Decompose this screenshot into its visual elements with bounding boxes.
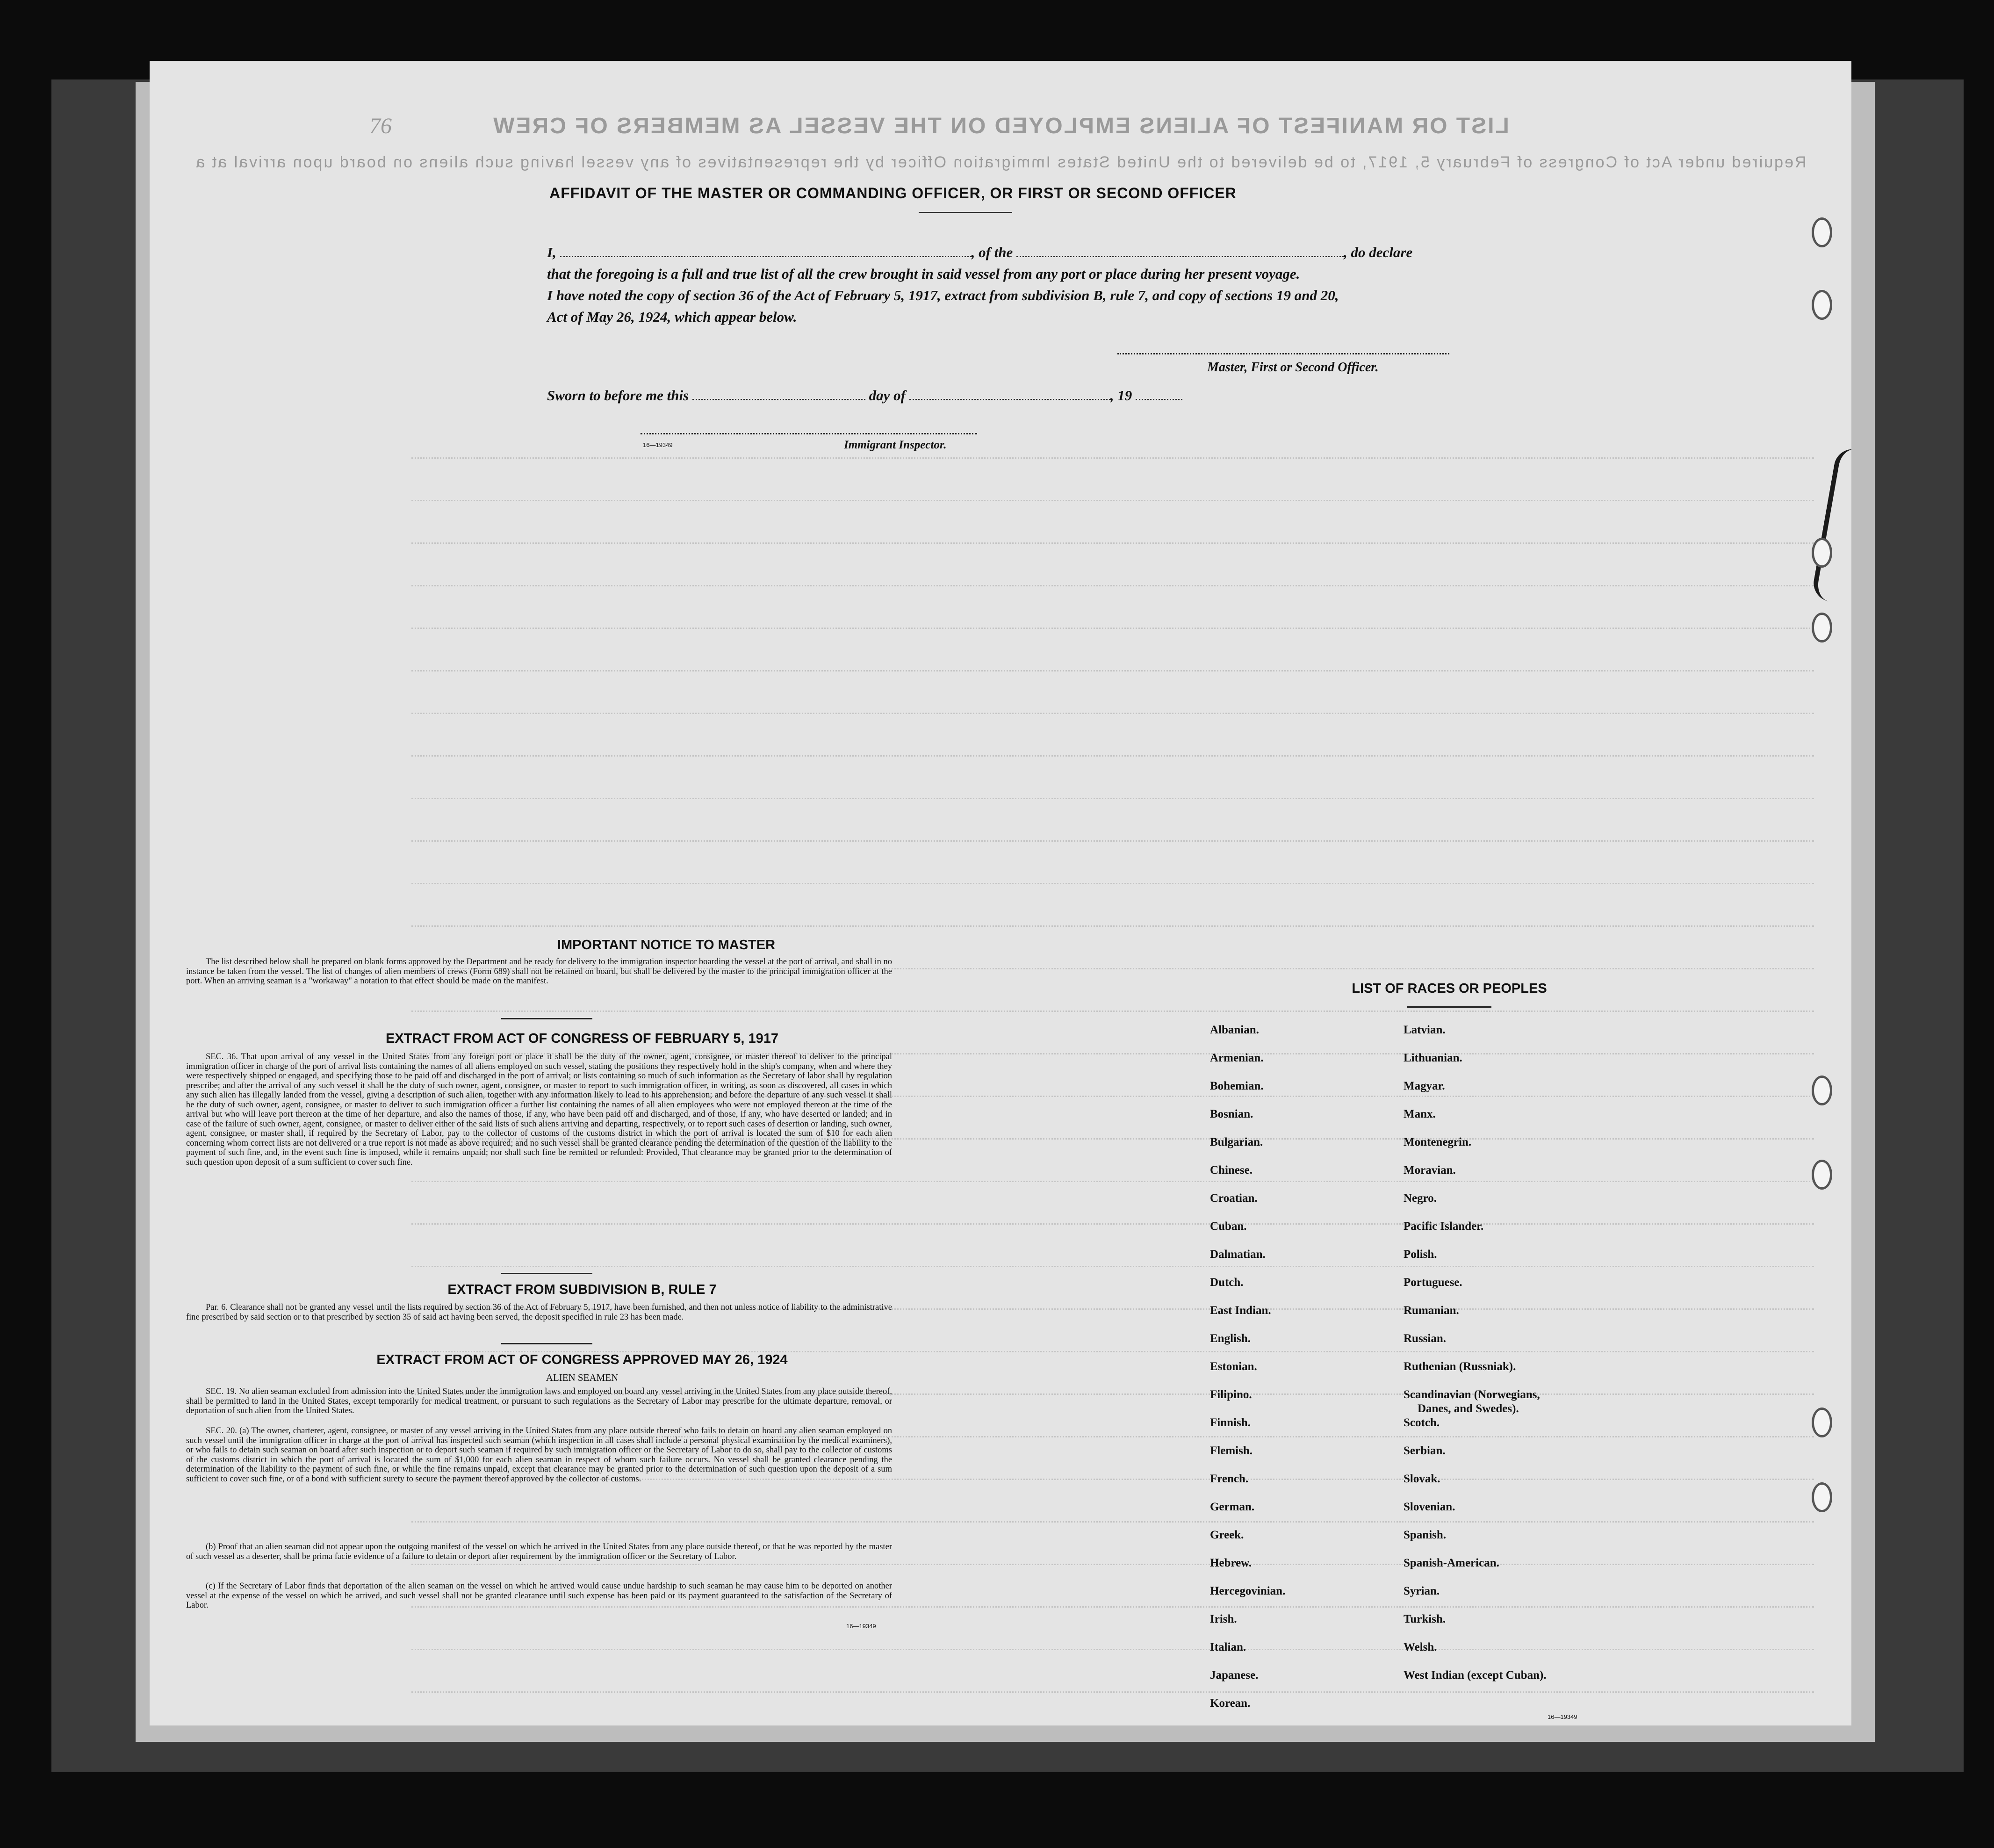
pencil-mark xyxy=(1811,446,1851,615)
notice-text: The list described below shall be prepared on blank forms approved by the Department and be ready for delivery to the immigration inspector boarding the vessel at the port of arrival, and shall in no instance be taken from the vessel. The list of changes of alien members of crews (Form 689) shall not be retained on board, but shall be delivered by the master to the principal immigration officer at the port. When an arriving seaman is a "workaway" a notation to that effect should be made on the manifest. xyxy=(186,957,892,986)
race-item: Negro. xyxy=(1404,1192,1437,1205)
race-item: Bosnian. xyxy=(1210,1108,1253,1120)
race-item: Japanese. xyxy=(1210,1669,1259,1682)
extract-1924-title: EXTRACT FROM ACT OF CONGRESS APPROVED MAY 26, 1924 xyxy=(376,1352,788,1367)
race-item: Cuban. xyxy=(1210,1220,1247,1233)
race-item: German. xyxy=(1210,1501,1255,1513)
sworn-day-of: day of xyxy=(869,387,906,404)
punch-hole-icon xyxy=(1812,1076,1832,1105)
race-item: Portuguese. xyxy=(1404,1276,1462,1289)
affidavit-of-the: , of the xyxy=(971,244,1013,260)
race-item: Danes, and Swedes). xyxy=(1418,1402,1519,1415)
race-item: Rumanian. xyxy=(1404,1304,1459,1317)
race-item: Serbian. xyxy=(1404,1444,1446,1457)
race-item: Slovak. xyxy=(1404,1473,1440,1485)
race-item: Russian. xyxy=(1404,1332,1447,1345)
section-rule xyxy=(501,1273,592,1274)
extract-1924-subtitle: ALIEN SEAMEN xyxy=(546,1372,619,1383)
extract-1924-sec19: SEC. 19. No alien seaman excluded from admission into the United States under the immigration laws and employed on board any vessel arriving in the United States from any place outside thereof, shall be permitted to land in the United States, except temporarily for medical treatment, or pursuant to such regulations as the Secretary of Labor may prescribe for the ultimate departure, removal, or deportation of such alien from the United States. xyxy=(186,1387,892,1415)
race-item: Spanish-American. xyxy=(1404,1557,1499,1569)
sworn-year-blank[interactable] xyxy=(1136,395,1182,400)
race-item: Bulgarian. xyxy=(1210,1136,1263,1148)
sworn-day-blank[interactable] xyxy=(692,395,865,400)
sworn-prefix: Sworn to before me this xyxy=(547,387,689,404)
punch-hole-icon xyxy=(1812,1482,1832,1512)
extract-1924-sec20b: (b) Proof that an alien seaman did not appear upon the outgoing manifest of the vessel on which he arrived in the United States from any place outside thereof, or that he was reported by the master of such vessel as a deserter, shall be prima facie evidence of a failure to detain or deport after requirement by the immigration officer or the Secretary of Labor. xyxy=(186,1542,892,1561)
master-signature-line[interactable] xyxy=(1117,353,1449,354)
bleed-through-title: LIST OR MANIFEST OF ALIENS EMPLOYED ON THE VESSEL AS MEMBERS OF CREW xyxy=(492,114,1509,138)
race-item: Pacific Islander. xyxy=(1404,1220,1484,1233)
extract-1924-sec20a: SEC. 20. (a) The owner, charterer, agent, consignee, or master of any vessel arriving in the United States from any place outside thereof who fails to detain on board any alien seaman employed on such vessel until the immigration officer in charge at the port of arrival has inspected such seaman (which inspection in all cases shall include a personal physical examination by the medical examiners), or who fails to detain such seaman on board after such inspection or to deport such seaman if required by such immigration officer or the Secretary of Labor to do so, shall pay to the collector of customs of the customs district in which the port of arrival is located the sum of $1,000 for each alien seaman in respect of whom such failure occurs. No vessel shall be granted clearance pending the determination of the liability to the payment of such fine, or while the fine remains unpaid, except that clearance may be granted prior to the determination of such question upon the deposit of a sum sufficient to cover such fine, or of a bond with sufficient surety to secure the payment thereof approved by the collector of customs. xyxy=(186,1426,892,1484)
bleed-through-page-number: 76 xyxy=(369,114,392,138)
race-item: Manx. xyxy=(1404,1108,1436,1120)
race-item: Polish. xyxy=(1404,1248,1437,1261)
master-signature-label: Master, First or Second Officer. xyxy=(1207,360,1379,375)
race-item: English. xyxy=(1210,1332,1251,1345)
race-item: Latvian. xyxy=(1404,1024,1446,1036)
sworn-year: , 19 xyxy=(1110,387,1132,404)
race-item: French. xyxy=(1210,1473,1249,1485)
name-blank[interactable] xyxy=(560,252,972,257)
races-title-rule xyxy=(1407,1006,1491,1008)
extract-1917-text: SEC. 36. That upon arrival of any vessel in the United States from any foreign port or place it shall be the duty of the owner, agent, consignee, or master thereof to deliver to the principal immigration officer in charge of the port of arrival lists containing the names of all aliens employed on such vessel, stating the positions they respectively hold in the ship's company, when and where they were respectively shipped or engaged, and specifying those to be paid off and discharged in the port of arrival; or lists containing so much of such information as the Secretary of labor shall by regulation prescribe; and after the arrival of any such vessel it shall be the duty of such owner, agent, consignee, or master to report to such immigration officer, in writing, as soon as discovered, all cases in which any such alien has illegally landed from the vessel, giving a description of such alien, together with any information likely to lead to his apprehension; and before the departure of any such vessel it shall be the duty of such owner, agent, consignee, or master to deliver to such immigration officer a further list containing the names of all alien employees who were not employed thereon at the time of the arrival but who will leave port thereon at the time of her departure, and also the names of those, if any, who have been paid off and discharged, and of those, if any, who have deserted or landed; and in case of the failure of such owner, agent, consignee, or master to deliver either of the said lists of such aliens arriving and departing, respectively, or to report such cases of desertion or landing, such owner, agent, consignee, or master shall, if required by the Secretary of Labor, pay to the collector of customs of the customs district in which the port of arrival is located the sum of $10 for each alien concerning whom correct lists are not delivered or a true report is not made as above required; and no such vessel shall be granted clearance pending the determination of the question of the liability to the payment of such fine, and, in the event such fine is imposed, while it remains unpaid; nor shall such fine be remitted or refunded: Provided, That clearance may be granted prior to the determination of such question upon deposit of a sum sufficient to cover such fine. xyxy=(186,1052,892,1167)
race-item: Hercegovinian. xyxy=(1210,1585,1286,1597)
affidavit-title: AFFIDAVIT OF THE MASTER OR COMMANDING OFFICER, OR FIRST OR SECOND OFFICER xyxy=(549,185,1237,202)
form-number: 16—19349 xyxy=(643,441,673,448)
race-item: Magyar. xyxy=(1404,1080,1445,1092)
title-rule xyxy=(919,212,1012,213)
punch-hole-icon xyxy=(1812,217,1832,247)
affidavit-line-1 xyxy=(547,244,1412,261)
race-item: Croatian. xyxy=(1210,1192,1258,1205)
race-item: Estonian. xyxy=(1210,1360,1257,1373)
extract-1924-sec20c: (c) If the Secretary of Labor finds that deportation of the alien seaman on the vessel on which he arrived would cause undue hardship to such seaman he may cause him to be deported on another vessel at the expense of the vessel on which he arrived, and such vessel shall not be granted clearance until such expense has been paid or its payment guaranteed to the satisfaction of the Secretary of Labor. xyxy=(186,1581,892,1610)
race-item: Flemish. xyxy=(1210,1444,1253,1457)
race-item: Turkish. xyxy=(1404,1613,1446,1625)
race-item: Korean. xyxy=(1210,1697,1251,1710)
sworn-month-blank[interactable] xyxy=(909,395,1110,400)
form-number: 16—19349 xyxy=(846,1623,876,1630)
extract-rule7-text: Par. 6. Clearance shall not be granted any vessel until the lists required by section 36 of the Act of February 5, 1917, have been furnished, and then not unless notice of liability to the administrative fine prescribed by said section or to that prescribed by section 35 of said act having been served, the deposit specified in rule 23 has been made. xyxy=(186,1303,892,1322)
punch-hole-icon xyxy=(1812,613,1832,642)
sworn-line xyxy=(547,387,1182,404)
affidavit-line-2: that the foregoing is a full and true list of all the crew brought in said vessel from any port or place during her present voyage. xyxy=(547,266,1300,282)
race-item: East Indian. xyxy=(1210,1304,1271,1317)
race-item: Albanian. xyxy=(1210,1024,1259,1036)
punch-hole-icon xyxy=(1812,1408,1832,1437)
race-item: Irish. xyxy=(1210,1613,1237,1625)
section-rule xyxy=(501,1018,592,1019)
race-item: West Indian (except Cuban). xyxy=(1404,1669,1547,1682)
manifest-reverse-page xyxy=(150,61,1851,1725)
race-item: Scotch. xyxy=(1404,1416,1440,1429)
race-item: Dalmatian. xyxy=(1210,1248,1266,1261)
punch-hole-icon xyxy=(1812,290,1832,320)
race-item: Italian. xyxy=(1210,1641,1246,1653)
section-rule xyxy=(501,1343,592,1344)
affidavit-line-4: Act of May 26, 1924, which appear below. xyxy=(547,309,797,325)
race-item: Lithuanian. xyxy=(1404,1052,1462,1064)
race-item: Bohemian. xyxy=(1210,1080,1264,1092)
inspector-label: Immigrant Inspector. xyxy=(844,439,947,451)
race-item: Slovenian. xyxy=(1404,1501,1455,1513)
race-item: Chinese. xyxy=(1210,1164,1253,1177)
race-item: Greek. xyxy=(1210,1529,1244,1541)
affidavit-i: I, xyxy=(547,244,556,260)
extract-1917-title: EXTRACT FROM ACT OF CONGRESS OF FEBRUARY 5, 1917 xyxy=(385,1031,779,1046)
race-item: Hebrew. xyxy=(1210,1557,1252,1569)
race-item: Ruthenian (Russniak). xyxy=(1404,1360,1516,1373)
inspector-signature-line[interactable] xyxy=(641,433,977,434)
punch-hole-icon xyxy=(1812,1160,1832,1190)
notice-title: IMPORTANT NOTICE TO MASTER xyxy=(557,938,776,953)
race-item: Montenegrin. xyxy=(1404,1136,1472,1148)
affidavit-declare: , do declare xyxy=(1344,244,1413,260)
race-item: Spanish. xyxy=(1404,1529,1447,1541)
vessel-blank[interactable] xyxy=(1016,252,1344,257)
affidavit-line-3: I have noted the copy of section 36 of the Act of February 5, 1917, extract from subdivision B, rule 7, and copy of sections 19 and 20, xyxy=(547,287,1339,303)
race-item: Finnish. xyxy=(1210,1416,1251,1429)
bleed-through-subtitle: Required under Act of Congress of February 5, 1917, to be delivered to the United States Immigration Officer by the representatives of any vessel having such aliens on board upon arrival at a xyxy=(194,153,1807,171)
race-item: Armenian. xyxy=(1210,1052,1264,1064)
form-number: 16—19349 xyxy=(1548,1713,1577,1720)
race-item: Filipino. xyxy=(1210,1388,1252,1401)
race-item: Welsh. xyxy=(1404,1641,1437,1653)
punch-hole-icon xyxy=(1812,538,1832,568)
extract-rule7-title: EXTRACT FROM SUBDIVISION B, RULE 7 xyxy=(447,1282,717,1297)
race-item: Moravian. xyxy=(1404,1164,1456,1177)
races-title: LIST OF RACES OR PEOPLES xyxy=(1352,981,1547,996)
race-item: Scandinavian (Norwegians, xyxy=(1404,1388,1540,1401)
race-item: Dutch. xyxy=(1210,1276,1244,1289)
race-item: Syrian. xyxy=(1404,1585,1440,1597)
